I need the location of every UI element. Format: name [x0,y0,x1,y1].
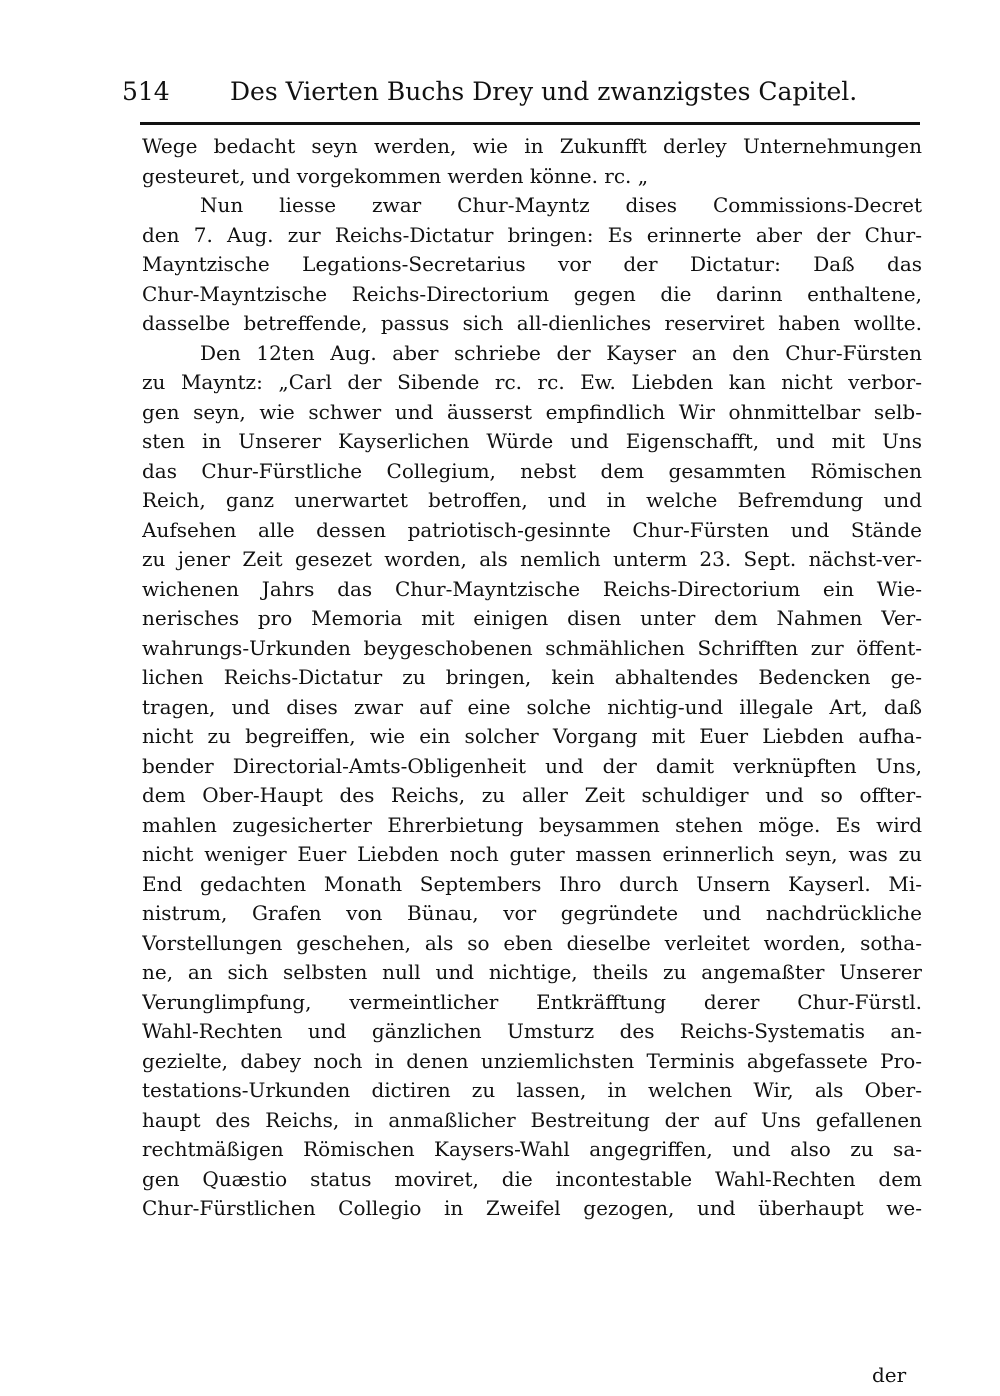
text-line: rechtmäßigen Römischen Kaysers-Wahl angegriffen, und also zu sa- [142,1137,922,1161]
text-line: dem Ober-Haupt des Reichs, zu aller Zeit schuldiger und so offter- [142,783,922,807]
text-line: tragen, und dises zwar auf eine solche nichtig-und illegale Art, daß [142,694,922,719]
text-line: das Chur-Fürstliche Collegium, nebst dem gesammten Römischen [142,458,922,483]
header-rule [140,122,920,125]
text-line: gen seyn, wie schwer und äusserst empfindlich Wir ohnmittelbar selb- [142,399,922,424]
text-line: Mayntzische Legations-Secretarius vor der Dictatur: Daß das [142,252,922,276]
text-line: Aufsehen alle dessen patriotisch-gesinnte Chur-Fürsten und Stände [142,517,922,542]
text-line: Reich, ganz unerwartet betroffen, und in welche Befremdung und [142,488,922,512]
text-line: mahlen zugesicherter Ehrerbietung beysammen stehen möge. Es wird [142,812,922,837]
text-line: Chur-Mayntzische Reichs-Directorium gegen die darinn enthaltene, [142,281,922,306]
text-line: Chur-Fürstlichen Collegio in Zweifel gezogen, und überhaupt we- [142,1196,922,1220]
text-line: Vorstellungen geschehen, als so eben dieselbe verleitet worden, sotha- [142,930,922,955]
page-header [122,72,922,112]
text-line: End gedachten Monath Septembers Ihro durch Unsern Kayserl. Mi- [142,871,922,896]
text-line: den 7. Aug. zur Reichs-Dictatur bringen: Es erinnerte aber der Chur- [142,222,922,247]
text-line: zu jener Zeit gesezet worden, als nemlich unterm 23. Sept. nächst-ver- [142,547,922,571]
text-line: lichen Reichs-Dictatur zu bringen, kein abhaltendes Bedencken ge- [142,665,922,689]
running-title: Des Vierten Buchs Drey und zwanzigstes Capitel. [230,77,858,106]
page-number: 514 [122,77,170,106]
text-line: haupt des Reichs, in anmaßlicher Bestreitung der auf Uns gefallenen [142,1107,922,1132]
text-line: dasselbe betreffende, passus sich all-dienliches reserviret haben wollte. [142,311,922,335]
text-line: gesteuret, und vorgekommen werden könne. rc. „ [142,163,649,188]
catchword: der [872,1363,907,1387]
text-line: bender Directorial-Amts-Obligenheit und der damit verknüpften Uns, [142,753,922,778]
text-line: testations-Urkunden dictiren zu lassen, in welchen Wir, als Ober- [142,1078,922,1102]
text-line: wichenen Jahrs das Chur-Mayntzische Reichs-Directorium ein Wie- [142,576,922,601]
text-line: Wahl-Rechten und gänzlichen Umsturz des Reichs-Systematis an- [142,1019,922,1043]
text-line: gen Quæstio status moviret, die incontestable Wahl-Rechten dem [142,1166,922,1191]
text-line: Den 12ten Aug. aber schriebe der Kayser an den Chur-Fürsten [200,340,922,365]
text-line: Verunglimpfung, vermeintlicher Entkräfftung derer Chur-Fürstl. [142,989,922,1014]
text-line: nicht zu begreiffen, wie ein solcher Vorgang mit Euer Liebden aufha- [142,724,922,748]
text-line: Nun liesse zwar Chur-Mayntz dises Commissions-Decret [200,193,922,217]
body-text [142,132,922,1224]
text-line: wahrungs-Urkunden beygeschobenen schmählichen Schrifften zur öffent- [142,635,922,660]
text-line: ne, an sich selbsten null und nichtige, theils zu angemaßter Unserer [142,960,922,984]
text-line: nerisches pro Memoria mit einigen disen unter dem Nahmen Ver- [142,606,922,630]
text-line: zu Mayntz: „Carl der Sibende rc. rc. Ew. Liebden kan nicht verbor- [142,370,922,394]
text-line: nicht weniger Euer Liebden noch guter massen erinnerlich seyn, was zu [142,842,922,866]
text-line: gezielte, dabey noch in denen unziemlichsten Terminis abgefassete Pro- [142,1048,922,1073]
text-line: nistrum, Grafen von Bünau, vor gegründete und nachdrückliche [142,901,922,925]
text-line: sten in Unserer Kayserlichen Würde und Eigenschafft, und mit Uns [142,429,922,453]
text-line: Wege bedacht seyn werden, wie in Zukunfft derley Unternehmungen [142,134,922,158]
